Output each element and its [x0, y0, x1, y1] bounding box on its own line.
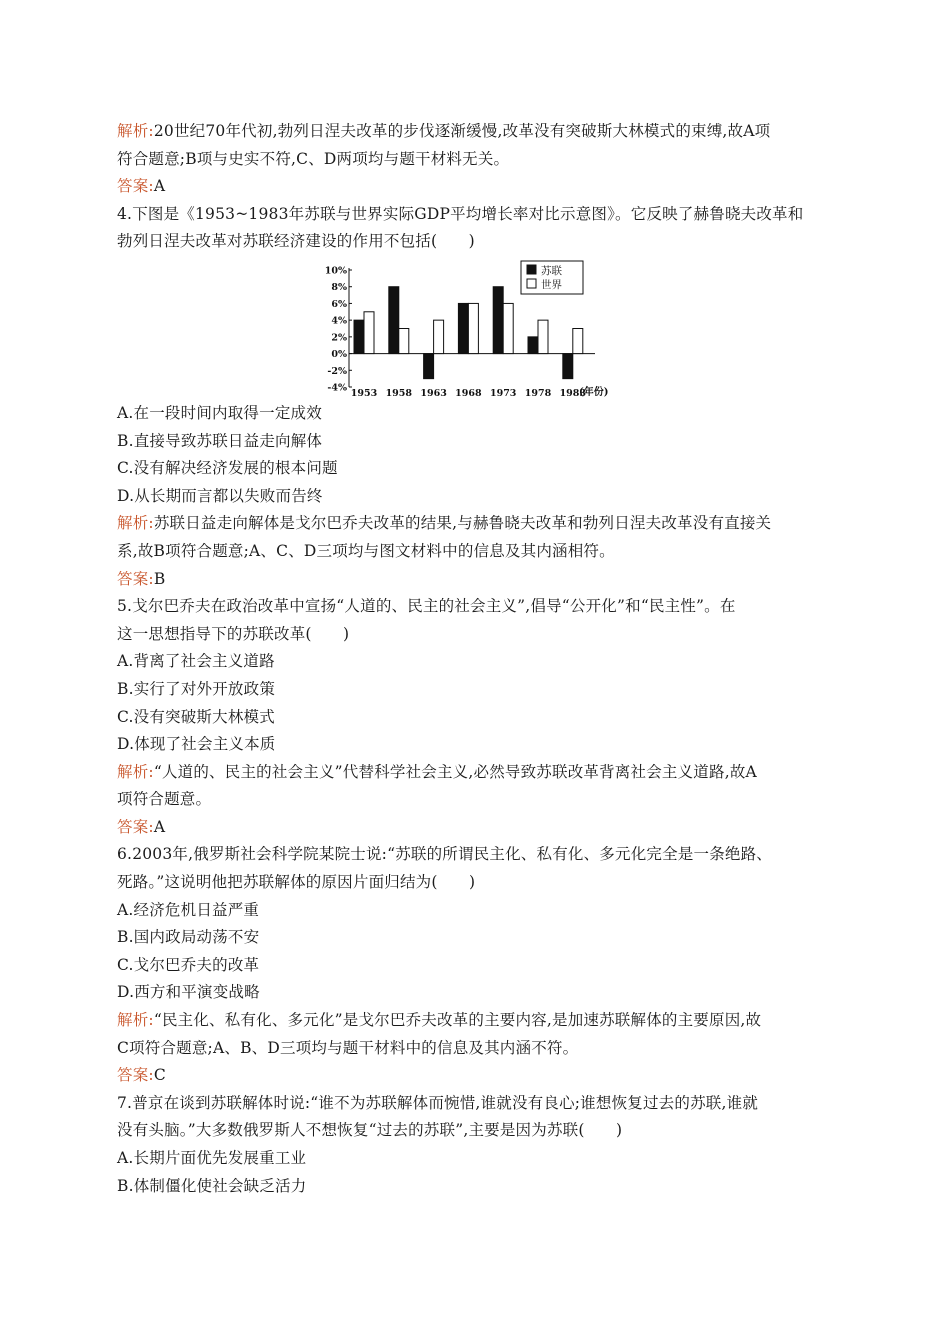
x-tick-label: 1963 — [420, 387, 447, 398]
y-tick-label: 4% — [331, 315, 347, 327]
bar-world-1963 — [434, 320, 444, 353]
y-tick-label: 0% — [331, 349, 347, 361]
y-tick-label: 6% — [331, 298, 347, 310]
q5-option-a: A.背离了社会主义道路 — [117, 652, 275, 671]
legend-label-world: 世界 — [541, 278, 562, 291]
gdp-chart-svg — [317, 260, 617, 398]
y-tick-label: 2% — [331, 332, 347, 344]
x-axis-label: (年份) — [579, 386, 609, 398]
bar-ussr-1983 — [563, 354, 573, 379]
q4-answer — [117, 566, 833, 594]
q6-option-a: A.经济危机日益严重 — [117, 900, 260, 919]
q4-option-a: A.在一段时间内取得一定成效 — [117, 403, 322, 422]
answer-value: C — [153, 1066, 166, 1085]
bar-world-1978 — [538, 320, 548, 353]
bar-world-1983 — [573, 328, 583, 353]
x-tick-label: 1978 — [524, 387, 552, 398]
q4-option-c: C.没有解决经济发展的根本问题 — [117, 459, 338, 478]
bar-world-1968 — [468, 303, 478, 353]
q4-analysis-line1: 解析:苏联日益走向解体是戈尔巴乔夫改革的结果,与赫鲁晓夫改革和勃列日涅夫改革没有直接关 — [117, 514, 772, 533]
q4-stem-line1: 4.下图是《1953~1983年苏联与世界实际GDP平均增长率对比示意图》。它反映了赫鲁晓夫改革和 — [117, 204, 804, 223]
q6-analysis-line1: 解析:“民主化、私有化、多元化”是戈尔巴乔夫改革的主要内容,是加速苏联解体的主要原因,故 — [117, 1011, 762, 1030]
q6-stem-line1: 6.2003年,俄罗斯社会科学院某院士说:“苏联的所谓民主化、私有化、多元化完全是一条绝路、 — [117, 845, 773, 864]
bar-ussr-1963 — [424, 354, 434, 379]
answer-value: B — [153, 569, 166, 588]
answer-value: A — [153, 177, 166, 196]
q7-stem-line2: 没有头脑。”大多数俄罗斯人不想恢复“过去的苏联”,主要是因为苏联( ) — [117, 1121, 623, 1140]
analysis-label: 解析: — [117, 762, 154, 781]
bar-world-1958 — [399, 328, 409, 353]
q5-analysis-line1: 解析:“人道的、民主的社会主义”代替科学社会主义,必然导致苏联改革背离社会主义道路,故A — [117, 762, 757, 781]
legend-label-ussr: 苏联 — [541, 264, 562, 277]
q5-stem-line1: 5.戈尔巴乔夫在政治改革中宣扬“人道的、民主的社会主义”,倡导“公开化”和“民主性”。在 — [117, 597, 736, 616]
q6-option-d: D.西方和平演变战略 — [117, 983, 260, 1002]
x-tick-label: 1973 — [489, 387, 517, 398]
q5-option-b: B.实行了对外开放政策 — [117, 679, 276, 698]
answer-value: A — [153, 817, 166, 836]
q7-option-a: A.长期片面优先发展重工业 — [117, 1149, 307, 1167]
bar-ussr-1953 — [354, 320, 364, 353]
q5-answer — [117, 814, 833, 842]
q3-analysis-line1: 解析:20世纪70年代初,勃列日涅夫改革的步伐逐渐缓慢,改革没有突破斯大林模式的束缚,故A项 — [117, 122, 771, 140]
answer-label: 答案: — [117, 177, 154, 196]
x-tick-label: 1958 — [385, 387, 413, 398]
legend-swatch-ussr — [527, 265, 536, 274]
bar-ussr-1978 — [528, 337, 538, 354]
y-tick-label: 10% — [324, 265, 347, 277]
q5-stem-line2: 这一思想指导下的苏联改革( ) — [117, 624, 350, 643]
answer-label: 答案: — [117, 569, 154, 588]
q4-option-d: D.从长期而言都以失败而告终 — [117, 486, 323, 505]
gdp-chart — [117, 260, 833, 398]
q4-stem-line2: 勃列日涅夫改革对苏联经济建设的作用不包括( ) — [117, 232, 475, 251]
q5-analysis-line2: 项符合题意。 — [117, 790, 212, 809]
analysis-label: 解析: — [117, 514, 154, 533]
x-tick-label: 1983 — [559, 387, 587, 398]
document-page — [117, 118, 833, 1200]
q6-answer — [117, 1062, 833, 1090]
q5-option-d: D.体现了社会主义本质 — [117, 735, 276, 754]
bar-world-1973 — [503, 303, 513, 353]
y-tick-label: -4% — [327, 382, 347, 394]
q4-analysis-line2: 系,故B项符合题意;A、C、D三项均与图文材料中的信息及其内涵相符。 — [117, 541, 615, 560]
q3-analysis-line2: 符合题意;B项与史实不符,C、D两项均与题干材料无关。 — [117, 149, 510, 168]
analysis-label: 解析: — [117, 1011, 154, 1030]
x-tick-label: 1953 — [350, 387, 378, 398]
x-tick-label: 1968 — [455, 387, 482, 398]
q3-answer — [117, 173, 833, 201]
y-tick-label: 8% — [331, 282, 347, 294]
answer-label: 答案: — [117, 817, 154, 836]
y-tick-label: -2% — [327, 365, 347, 377]
bar-ussr-1973 — [493, 287, 503, 354]
q5-option-c: C.没有突破斯大林模式 — [117, 707, 275, 726]
bar-world-1953 — [364, 312, 374, 354]
analysis-label: 解析: — [117, 122, 154, 140]
legend-swatch-world — [527, 279, 536, 288]
q6-analysis-line2: C项符合题意;A、B、D三项均与题干材料中的信息及其内涵不符。 — [117, 1038, 579, 1057]
q7-option-b: B.体制僵化使社会缺乏活力 — [117, 1176, 307, 1195]
q4-option-b: B.直接导致苏联日益走向解体 — [117, 431, 323, 450]
q6-stem-line2: 死路。”这说明他把苏联解体的原因片面归结为( ) — [117, 873, 476, 892]
answer-label: 答案: — [117, 1066, 154, 1085]
bar-ussr-1958 — [389, 287, 399, 354]
q7-stem-line1: 7.普京在谈到苏联解体时说:“谁不为苏联解体而惋惜,谁就没有良心;谁想恢复过去的苏联,谁就 — [117, 1093, 759, 1112]
q6-option-c: C.戈尔巴乔夫的改革 — [117, 955, 260, 974]
bar-ussr-1968 — [458, 303, 468, 353]
q6-option-b: B.国内政局动荡不安 — [117, 928, 260, 947]
